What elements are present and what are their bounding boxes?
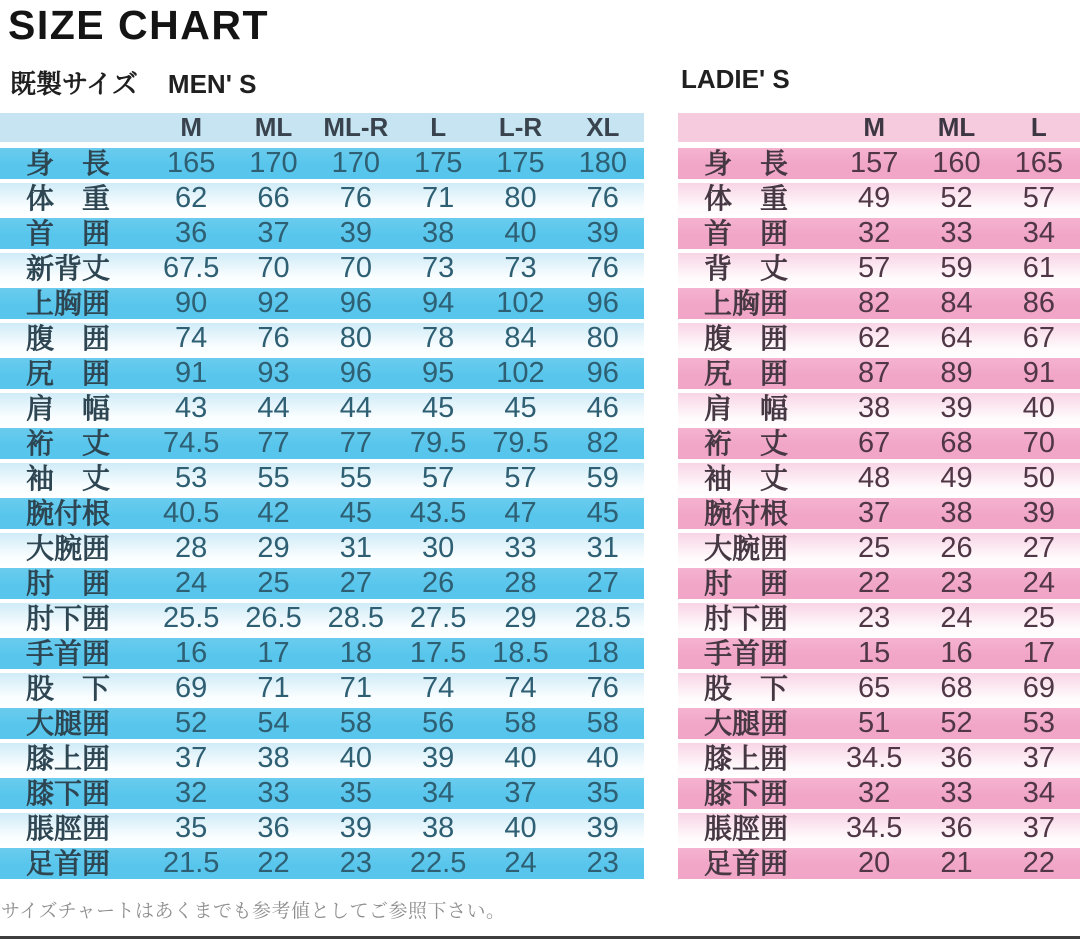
measurement-value: 170 (249, 147, 298, 179)
measurement-value: 54 (257, 707, 290, 739)
row-label: 大腿囲 (704, 708, 789, 739)
row-label: 脹脛囲 (26, 813, 111, 844)
measurement-value: 82 (858, 287, 891, 319)
row-label: 肩 幅 (704, 393, 789, 424)
measurement-value: 52 (940, 707, 973, 739)
measurement-value: 26 (940, 532, 973, 564)
measurement-value: 79.5 (492, 427, 549, 459)
measurement-value: 59 (940, 252, 973, 284)
measurement-value: 69 (1022, 672, 1055, 704)
measurement-value: 49 (940, 462, 973, 494)
measurement-value: 170 (331, 147, 381, 179)
table-row (0, 743, 644, 774)
measurement-value: 79.5 (409, 427, 467, 459)
measurement-value: 96 (339, 357, 372, 389)
measurement-value: 48 (858, 462, 891, 494)
row-label: 膝上囲 (26, 743, 111, 774)
measurement-value: 44 (339, 392, 372, 424)
measurement-value: 34 (1022, 217, 1055, 249)
measurement-value: 31 (586, 532, 619, 564)
measurement-value: 30 (422, 532, 455, 564)
measurement-value: 39 (586, 812, 619, 844)
table-row (678, 743, 1080, 774)
measurement-value: 33 (940, 777, 973, 809)
table-row (0, 148, 644, 179)
measurement-value: 71 (257, 672, 290, 704)
measurement-value: 38 (257, 742, 290, 774)
row-label: 上胸囲 (704, 288, 789, 319)
bottom-divider (0, 936, 1080, 939)
table-row (0, 218, 644, 249)
measurement-value: 96 (339, 287, 372, 319)
measurement-value: 175 (413, 147, 463, 179)
measurement-value: 68 (940, 427, 973, 459)
row-label: 股 下 (26, 673, 111, 704)
measurement-value: 80 (339, 322, 372, 354)
measurement-value: 24 (504, 847, 537, 879)
table-row (0, 463, 644, 494)
table-row (678, 288, 1080, 319)
measurement-value: 66 (257, 182, 290, 214)
measurement-value: 90 (175, 287, 208, 319)
measurement-value: 53 (1022, 707, 1055, 739)
measurement-value: 70 (257, 252, 290, 284)
measurement-value: 23 (940, 567, 973, 599)
table-row (678, 673, 1080, 704)
measurement-value: 175 (496, 147, 545, 179)
measurement-value: 32 (858, 217, 891, 249)
measurement-value: 77 (257, 427, 290, 459)
measurement-value: 89 (940, 357, 973, 389)
table-row (0, 183, 644, 214)
measurement-value: 20 (858, 847, 891, 879)
table-row (0, 323, 644, 354)
measurement-value: 22.5 (409, 847, 467, 879)
table-row (678, 638, 1080, 669)
measurement-value: 22 (1022, 847, 1055, 879)
row-label: 膝上囲 (704, 743, 789, 774)
measurement-value: 15 (858, 637, 891, 669)
row-label: 股 下 (704, 673, 789, 704)
measurement-value: 165 (166, 147, 216, 179)
row-label: 尻 囲 (26, 358, 111, 389)
measurement-value: 64 (940, 322, 973, 354)
measurement-value: 43.5 (409, 497, 467, 529)
measurement-value: 57 (858, 252, 891, 284)
row-label: 大腕囲 (26, 533, 111, 564)
measurement-value: 24 (1022, 567, 1055, 599)
measurement-value: 61 (1022, 252, 1055, 284)
size-column-header: ML (937, 112, 976, 142)
measurement-value: 37 (1022, 742, 1055, 774)
measurement-value: 74 (175, 322, 208, 354)
row-label: 脹脛囲 (704, 813, 789, 844)
measurement-value: 40 (504, 742, 537, 774)
mens-label: MEN' S (167, 69, 257, 99)
measurement-value: 62 (858, 322, 891, 354)
row-label: 肩 幅 (26, 393, 111, 424)
measurement-value: 57 (504, 462, 537, 494)
measurement-value: 35 (339, 777, 372, 809)
table-row (0, 708, 644, 739)
measurement-value: 27 (339, 567, 372, 599)
ready-made-size-label: 既製サイズ (10, 69, 138, 99)
measurement-value: 102 (496, 357, 545, 389)
measurement-value: 28 (504, 567, 537, 599)
table-row (0, 813, 644, 844)
measurement-value: 80 (586, 322, 619, 354)
table-row (678, 533, 1080, 564)
table-row (678, 358, 1080, 389)
measurement-value: 38 (858, 392, 891, 424)
measurement-value: 76 (586, 182, 619, 214)
measurement-value: 76 (257, 322, 290, 354)
table-row (0, 673, 644, 704)
row-label: 体 重 (26, 183, 111, 214)
measurement-value: 43 (175, 392, 208, 424)
measurement-value: 34.5 (845, 812, 903, 844)
measurement-value: 21 (940, 847, 973, 879)
measurement-value: 38 (422, 812, 455, 844)
measurement-value: 68 (940, 672, 973, 704)
table-row (678, 778, 1080, 809)
measurement-value: 62 (175, 182, 208, 214)
measurement-value: 18.5 (492, 637, 549, 669)
size-header-row (0, 113, 644, 142)
measurement-value: 37 (1022, 812, 1055, 844)
size-column-header: M (180, 112, 202, 142)
measurement-value: 33 (940, 217, 973, 249)
row-label: 背 丈 (704, 253, 789, 284)
measurement-value: 39 (1022, 497, 1055, 529)
measurement-value: 25 (858, 532, 891, 564)
measurement-value: 35 (175, 812, 208, 844)
measurement-value: 36 (257, 812, 290, 844)
measurement-value: 42 (257, 497, 290, 529)
row-label: 裄 丈 (704, 428, 789, 459)
measurement-value: 59 (586, 462, 619, 494)
measurement-value: 26.5 (245, 602, 302, 634)
measurement-value: 29 (504, 602, 537, 634)
measurement-value: 58 (586, 707, 619, 739)
measurement-value: 25 (1022, 602, 1055, 634)
measurement-value: 77 (339, 427, 372, 459)
row-label: 肘 囲 (26, 568, 111, 599)
measurement-value: 36 (175, 217, 208, 249)
size-column-header: ML-R (323, 112, 389, 142)
measurement-value: 22 (858, 567, 891, 599)
measurement-value: 70 (339, 252, 372, 284)
row-label: 身 長 (704, 148, 789, 179)
measurement-value: 40 (1022, 392, 1055, 424)
measurement-value: 28 (175, 532, 208, 564)
measurement-value: 37 (257, 217, 290, 249)
measurement-value: 36 (940, 742, 973, 774)
measurement-value: 84 (504, 322, 537, 354)
row-label: 肘下囲 (704, 603, 789, 634)
measurement-value: 24 (940, 602, 973, 634)
table-row (678, 253, 1080, 284)
measurement-value: 33 (504, 532, 537, 564)
measurement-value: 56 (422, 707, 455, 739)
table-row (0, 498, 644, 529)
measurement-value: 16 (940, 637, 973, 669)
measurement-value: 31 (339, 532, 372, 564)
measurement-value: 36 (940, 812, 973, 844)
measurement-value: 65 (858, 672, 891, 704)
row-label: 首 囲 (704, 218, 789, 249)
measurement-value: 80 (504, 182, 537, 214)
mens-size-table (0, 113, 644, 883)
table-row (0, 358, 644, 389)
measurement-value: 17 (257, 637, 290, 669)
measurement-value: 180 (578, 147, 627, 179)
measurement-value: 53 (175, 462, 208, 494)
measurement-value: 71 (339, 672, 372, 704)
measurement-value: 24 (175, 567, 208, 599)
measurement-value: 55 (339, 462, 372, 494)
measurement-value: 27.5 (409, 602, 467, 634)
row-label: 手首囲 (704, 638, 789, 669)
table-row (0, 393, 644, 424)
measurement-value: 22 (257, 847, 290, 879)
measurement-value: 34 (422, 777, 455, 809)
measurement-value: 73 (504, 252, 537, 284)
measurement-value: 18 (586, 637, 619, 669)
table-row (678, 603, 1080, 634)
table-row (678, 848, 1080, 879)
row-label: 裄 丈 (26, 428, 111, 459)
measurement-value: 96 (586, 357, 619, 389)
measurement-value: 84 (940, 287, 973, 319)
measurement-value: 82 (586, 427, 619, 459)
measurement-value: 73 (422, 252, 455, 284)
measurement-value: 40 (504, 812, 537, 844)
table-row (678, 568, 1080, 599)
measurement-value: 27 (586, 567, 619, 599)
measurement-value: 67 (858, 427, 891, 459)
measurement-value: 34 (1022, 777, 1055, 809)
measurement-value: 16 (175, 637, 208, 669)
measurement-value: 38 (422, 217, 455, 249)
measurement-value: 49 (858, 182, 891, 214)
table-row (0, 533, 644, 564)
row-label: 膝下囲 (704, 778, 789, 809)
table-row (678, 463, 1080, 494)
measurement-value: 44 (257, 392, 290, 424)
size-column-header: ML (254, 112, 293, 142)
measurement-value: 94 (422, 287, 455, 319)
measurement-value: 78 (422, 322, 455, 354)
measurement-value: 58 (504, 707, 537, 739)
measurement-value: 33 (257, 777, 290, 809)
measurement-value: 102 (496, 287, 545, 319)
row-label: 肘下囲 (26, 603, 111, 634)
measurement-value: 76 (586, 252, 619, 284)
table-row (678, 323, 1080, 354)
measurement-value: 45 (422, 392, 455, 424)
measurement-value: 21.5 (162, 847, 220, 879)
table-row (678, 393, 1080, 424)
measurement-value: 95 (422, 357, 455, 389)
table-row (678, 428, 1080, 459)
measurement-value: 55 (257, 462, 290, 494)
row-label: 上胸囲 (26, 288, 111, 319)
footer-note: サイズチャートはあくまでも参考値としてご参照下さい。 (1, 901, 506, 922)
measurement-value: 76 (586, 672, 619, 704)
measurement-value: 58 (339, 707, 372, 739)
size-column-header: L-R (498, 112, 543, 142)
row-label: 大腕囲 (704, 533, 789, 564)
measurement-value: 39 (940, 392, 973, 424)
table-row (0, 603, 644, 634)
ladies-size-table (678, 113, 1080, 883)
measurement-value: 40.5 (162, 497, 220, 529)
measurement-value: 37 (175, 742, 208, 774)
measurement-value: 160 (932, 147, 981, 179)
measurement-value: 17 (1022, 637, 1055, 669)
size-column-header: L (430, 112, 447, 142)
measurement-value: 28.5 (574, 602, 632, 634)
measurement-value: 57 (1022, 182, 1055, 214)
measurement-value: 23 (858, 602, 891, 634)
measurement-value: 39 (339, 217, 372, 249)
page-title: SIZE CHART (8, 2, 269, 48)
measurement-value: 34.5 (845, 742, 903, 774)
measurement-value: 165 (1014, 147, 1064, 179)
measurement-value: 157 (849, 147, 899, 179)
row-label: 肘 囲 (704, 568, 789, 599)
measurement-value: 45 (339, 497, 372, 529)
row-label: 膝下囲 (26, 778, 111, 809)
measurement-value: 39 (422, 742, 455, 774)
measurement-value: 40 (339, 742, 372, 774)
measurement-value: 17.5 (409, 637, 467, 669)
measurement-value: 91 (175, 357, 208, 389)
measurement-value: 26 (422, 567, 455, 599)
measurement-value: 74 (422, 672, 455, 704)
table-row (678, 498, 1080, 529)
measurement-value: 69 (175, 672, 208, 704)
measurement-value: 74 (504, 672, 537, 704)
measurement-value: 25 (257, 567, 290, 599)
ladies-label: LADIE' S (681, 64, 790, 94)
measurement-value: 35 (586, 777, 619, 809)
table-row (678, 813, 1080, 844)
measurement-value: 92 (257, 287, 290, 319)
table-row (678, 183, 1080, 214)
measurement-value: 32 (858, 777, 891, 809)
table-row (0, 568, 644, 599)
mens-subtitle (10, 64, 256, 101)
measurement-value: 96 (586, 287, 619, 319)
row-label: 足首囲 (26, 848, 111, 879)
measurement-value: 32 (175, 777, 208, 809)
measurement-value: 50 (1022, 462, 1055, 494)
measurement-value: 25.5 (162, 602, 220, 634)
row-label: 腕付根 (26, 498, 111, 529)
subtitle-row (0, 64, 1080, 98)
measurement-value: 45 (586, 497, 619, 529)
measurement-value: 39 (586, 217, 619, 249)
row-label: 身 長 (26, 148, 111, 179)
row-label: 尻 囲 (704, 358, 789, 389)
table-row (0, 638, 644, 669)
row-label: 首 囲 (26, 218, 111, 249)
row-label: 腹 囲 (26, 323, 111, 354)
measurement-value: 23 (586, 847, 619, 879)
measurement-value: 37 (504, 777, 537, 809)
measurement-value: 39 (339, 812, 372, 844)
measurement-value: 23 (339, 847, 372, 879)
table-row (678, 148, 1080, 179)
row-label: 袖 丈 (26, 463, 111, 494)
measurement-value: 29 (257, 532, 290, 564)
table-row (0, 848, 644, 879)
row-label: 体 重 (704, 183, 789, 214)
measurement-value: 71 (422, 182, 455, 214)
measurement-value: 37 (858, 497, 891, 529)
measurement-value: 47 (504, 497, 537, 529)
measurement-value: 70 (1022, 427, 1055, 459)
table-row (0, 253, 644, 284)
size-column-header: XL (586, 112, 620, 142)
measurement-value: 28.5 (327, 602, 385, 634)
measurement-value: 52 (940, 182, 973, 214)
measurement-value: 93 (257, 357, 290, 389)
row-label: 腕付根 (704, 498, 789, 529)
measurement-value: 51 (858, 707, 891, 739)
table-row (678, 218, 1080, 249)
row-label: 腹 囲 (704, 323, 789, 354)
measurement-value: 45 (504, 392, 537, 424)
size-column-header: L (1030, 112, 1047, 142)
measurement-value: 46 (586, 392, 619, 424)
measurement-value: 67.5 (162, 252, 220, 284)
measurement-value: 76 (339, 182, 372, 214)
measurement-value: 87 (858, 357, 891, 389)
measurement-value: 27 (1022, 532, 1055, 564)
measurement-value: 52 (175, 707, 208, 739)
table-row (678, 708, 1080, 739)
measurement-value: 91 (1022, 357, 1055, 389)
row-label: 手首囲 (26, 638, 111, 669)
row-label: 新背丈 (26, 253, 111, 284)
size-column-header: M (863, 112, 885, 142)
row-label: 大腿囲 (26, 708, 111, 739)
measurement-value: 86 (1022, 287, 1055, 319)
measurement-value: 38 (940, 497, 973, 529)
measurement-value: 40 (586, 742, 619, 774)
measurement-value: 74.5 (162, 427, 220, 459)
measurement-value: 67 (1022, 322, 1055, 354)
measurement-value: 57 (422, 462, 455, 494)
table-row (0, 778, 644, 809)
measurement-value: 18 (339, 637, 372, 669)
measurement-value: 40 (504, 217, 537, 249)
table-row (0, 428, 644, 459)
size-header-row (678, 113, 1080, 142)
table-row (0, 288, 644, 319)
row-label: 足首囲 (704, 848, 789, 879)
row-label: 袖 丈 (704, 463, 789, 494)
